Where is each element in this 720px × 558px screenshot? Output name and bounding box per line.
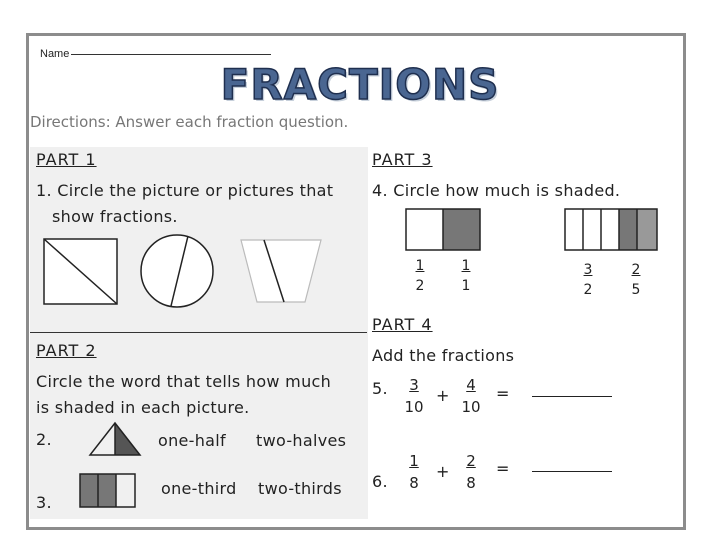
section-divider xyxy=(30,332,367,333)
part2-instruction-line2: is shaded in each picture. xyxy=(36,398,250,417)
fraction-numerator: 1 xyxy=(461,258,471,274)
q3-option-one-third[interactable]: one-third xyxy=(161,479,237,498)
fraction-denominator: 1 xyxy=(461,278,471,294)
fraction-denominator: 2 xyxy=(583,282,593,298)
q4b-choice-1[interactable] xyxy=(576,262,600,298)
fraction-numerator: 2 xyxy=(466,452,476,470)
q6-number: 6. xyxy=(372,472,388,491)
fraction-numerator: 3 xyxy=(583,262,593,278)
part4-instruction: Add the fractions xyxy=(372,346,515,365)
rectangle-thirds-shape xyxy=(79,473,137,509)
fraction-numerator: 3 xyxy=(409,376,419,394)
left-panel xyxy=(30,147,368,519)
q3-option-two-thirds[interactable]: two-thirds xyxy=(258,479,342,498)
name-label: Name xyxy=(40,48,70,60)
q6-fraction-a xyxy=(402,452,426,492)
trapezoid-divided-shape[interactable] xyxy=(239,238,323,304)
directions-text: Directions: Answer each fraction question. xyxy=(30,113,349,131)
q4a-choice-2[interactable] xyxy=(454,258,478,294)
q5-fraction-b xyxy=(459,376,483,416)
q4-text: 4. Circle how much is shaded. xyxy=(372,181,621,200)
part4-header: PART 4 xyxy=(372,315,433,334)
bar-halves-shape xyxy=(405,208,481,252)
part2-header: PART 2 xyxy=(36,341,97,360)
name-field[interactable] xyxy=(40,48,271,60)
fraction-denominator: 10 xyxy=(404,398,424,416)
q2-option-two-halves[interactable]: two-halves xyxy=(256,431,347,450)
q3-number: 3. xyxy=(36,493,52,512)
fraction-denominator: 8 xyxy=(409,474,419,492)
fraction-numerator: 1 xyxy=(415,258,425,274)
q5-number: 5. xyxy=(372,379,388,398)
q6-equals-sign: = xyxy=(496,459,510,478)
q4a-choice-1[interactable] xyxy=(408,258,432,294)
q5-plus-sign: + xyxy=(436,386,450,405)
q4b-choice-2[interactable] xyxy=(624,262,648,298)
q1-text-line2: show fractions. xyxy=(52,207,178,226)
q5-equals-sign: = xyxy=(496,384,510,403)
part1-header: PART 1 xyxy=(36,150,97,169)
bar-fifths-shape xyxy=(564,208,659,252)
triangle-half-shaded-shape xyxy=(88,421,142,457)
q5-fraction-a xyxy=(402,376,426,416)
q6-fraction-b xyxy=(459,452,483,492)
fraction-denominator: 5 xyxy=(631,282,641,298)
fraction-denominator: 10 xyxy=(461,398,481,416)
fraction-numerator: 2 xyxy=(631,262,641,278)
q5-answer-blank[interactable] xyxy=(532,396,612,397)
q1-text-line1: 1. Circle the picture or pictures that xyxy=(36,181,334,200)
q6-answer-blank[interactable] xyxy=(532,471,612,472)
circle-divided-shape[interactable] xyxy=(140,234,216,310)
q2-number: 2. xyxy=(36,430,52,449)
q2-option-one-half[interactable]: one-half xyxy=(158,431,226,450)
fraction-denominator: 8 xyxy=(466,474,476,492)
fraction-denominator: 2 xyxy=(415,278,425,294)
name-blank[interactable] xyxy=(71,54,271,55)
part2-instruction-line1: Circle the word that tells how much xyxy=(36,372,332,391)
part3-header: PART 3 xyxy=(372,150,433,169)
fraction-numerator: 4 xyxy=(466,376,476,394)
square-divided-shape[interactable] xyxy=(43,238,119,306)
fraction-numerator: 1 xyxy=(409,452,419,470)
page-title: FRACTIONS xyxy=(220,60,500,109)
q6-plus-sign: + xyxy=(436,462,450,481)
